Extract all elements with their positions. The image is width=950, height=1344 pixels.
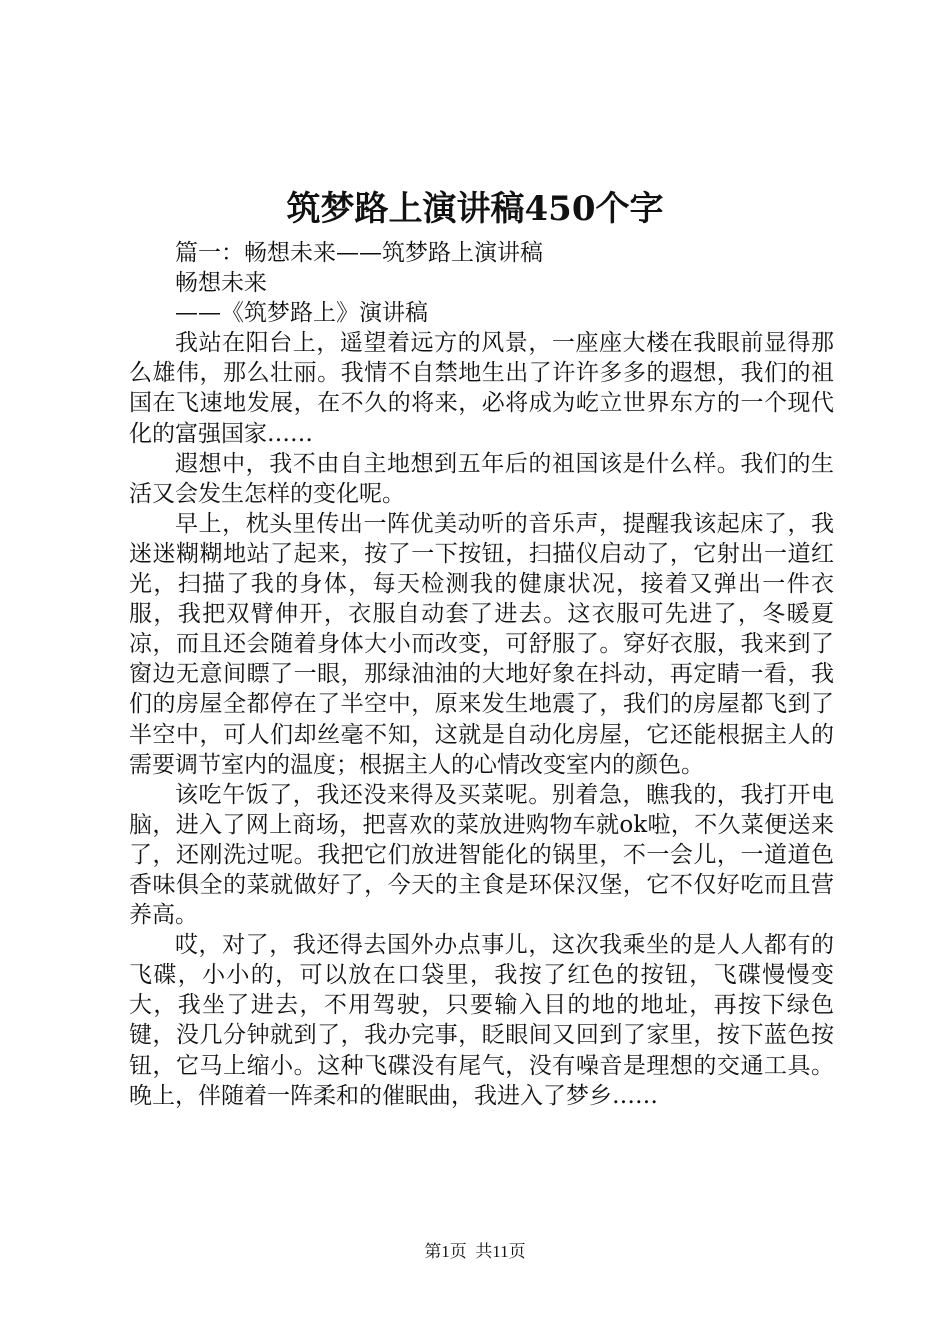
page-total: 共11页 <box>475 1242 526 1261</box>
speech-title: 畅想未来 <box>175 270 267 297</box>
page-footer <box>0 1240 950 1264</box>
page-number: 第1页 <box>424 1242 467 1261</box>
paragraph: 我站在阳台上，遥望着远方的风景，一座座大楼在我眼前显得那么雄伟，那么壮丽。我情不自禁地生出了许许多多的遐想，我们的祖国在飞速地发展，在不久的将来，必将成为屹立世界东方的一个现代化的富强国家…… <box>129 330 834 447</box>
document-body <box>129 238 834 1111</box>
paragraph: 遐想中，我不由自主地想到五年后的祖国该是什么样。我们的生活又会发生怎样的变化呢。 <box>129 450 834 507</box>
paragraph: 哎，对了，我还得去国外办点事儿，这次我乘坐的是人人都有的飞碟，小小的，可以放在口袋里，我按了红色的按钮，飞碟慢慢变大，我坐了进去，不用驾驶，只要输入目的地的地址，再按下绿色键，没几分钟就到了，我办完事，眨眼间又回到了家里，按下蓝色按钮，它马上缩小。这种飞碟没有尾气，没有噪音是理想的交通工具。晚上，伴随着一阵柔和的催眠曲，我进入了梦乡…… <box>129 932 834 1109</box>
paragraph: 该吃午饭了，我还没来得及买菜呢。别着急，瞧我的，我打开电脑，进入了网上商场，把喜欢的菜放进购物车就ok啦，不久菜便送来了，还刚洗过呢。我把它们放进智能化的锅里，不一会儿，一道道色香味俱全的菜就做好了，今天的主食是环保汉堡，它不仅好吃而且营养高。 <box>129 781 834 929</box>
speech-subtitle: ——《筑梦路上》演讲稿 <box>175 300 428 327</box>
paragraph: 早上，枕头里传出一阵优美动听的音乐声，提醒我该起床了，我迷迷糊糊地站了起来，按了一下按钮，扫描仪启动了，它射出一道红光，扫描了我的身体，每天检测我的健康状况，接着又弹出一件衣服，我把双臂伸开，衣服自动套了进去。这衣服可先进了，冬暖夏凉，而且还会随着身体大小而改变，可舒服了。穿好衣服，我来到了窗边无意间瞟了一眼，那绿油油的大地好象在抖动，再定睛一看，我们的房屋全都停在了半空中，原来发生地震了，我们的房屋都飞到了半空中，可人们却丝毫不知，这就是自动化房屋，它还能根据主人的需要调节室内的温度；根据主人的心情改变室内的颜色。 <box>129 510 834 778</box>
section-heading: 篇一：畅想未来——筑梦路上演讲稿 <box>175 240 543 266</box>
document-title: 筑梦路上演讲稿450个字 <box>286 189 664 229</box>
